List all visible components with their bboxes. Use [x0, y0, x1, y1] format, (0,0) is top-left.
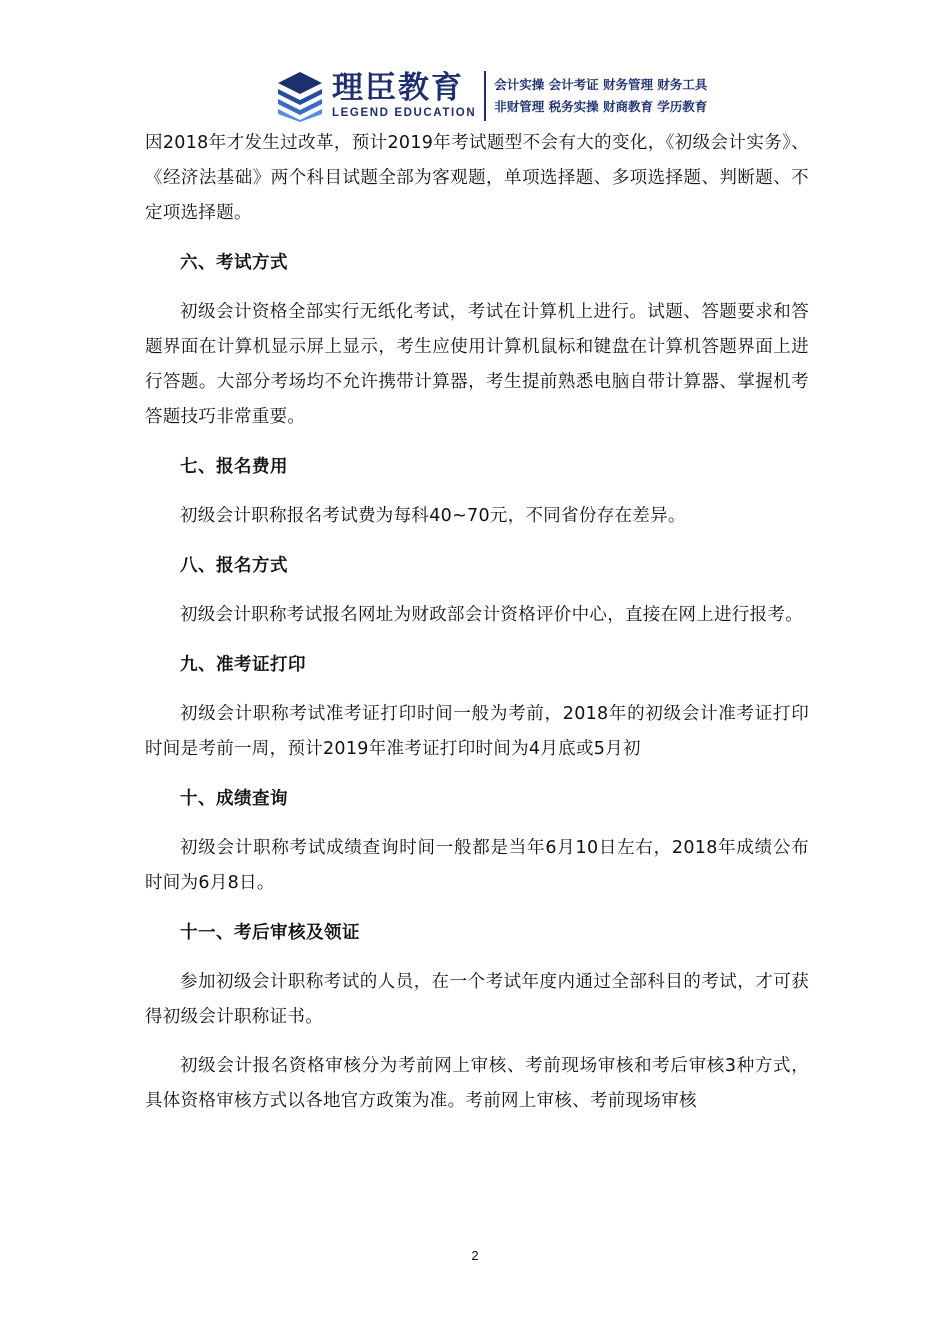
- paragraph-admission-ticket: 初级会计职称考试准考证打印时间一般为考前，2018年的初级会计准考证打印时间是考前一周，预计2019年准考证打印时间为4月底或5月初: [145, 704, 809, 759]
- header-divider: [484, 71, 486, 121]
- paragraph-exam-method: 初级会计资格全部实行无纸化考试，考试在计算机上进行。试题、答题要求和答题界面在计算机显示屏上显示，考生应使用计算机鼠标和键盘在计算机答题界面上进行答题。大部分考场均不允许携带计算器，考生提前熟悉电脑自带计算器、掌握机考答题技巧非常重要。: [145, 302, 809, 427]
- tagline-row-2: 非财管理 税务实操 财商教育 学历教育: [494, 99, 708, 114]
- paragraph-registration-fee: 初级会计职称报名考试费为每科40~70元，不同省份存在差异。: [180, 506, 686, 526]
- brand-name-en: LEGEND EDUCATION: [332, 107, 477, 119]
- brand-name-cn: 理臣教育: [332, 70, 464, 106]
- paragraph-review-certificate-2: 初级会计报名资格审核分为考前网上审核、考前现场审核和考后审核3种方式，具体资格审核方式以各地官方政策为准。考前网上审核、考前现场审核: [145, 1056, 809, 1111]
- heading-admission-ticket: 九、准考证打印: [180, 655, 306, 675]
- paragraph-intro: 因2018年才发生过改革，预计2019年考试题型不会有大的变化，《初级会计实务》、《经济法基础》两个科目试题全部为客观题，单项选择题、多项选择题、判断题、不定项选择题。: [145, 133, 809, 223]
- document-body: [145, 126, 809, 1119]
- heading-registration-method: 八、报名方式: [180, 556, 288, 576]
- layered-stack-logo-icon: [274, 70, 326, 122]
- paragraph-review-certificate-1: 参加初级会计职称考试的人员，在一个考试年度内通过全部科目的考试，才可获得初级会计职称证书。: [145, 972, 809, 1027]
- brand-block: [332, 68, 476, 124]
- heading-registration-fee: 七、报名费用: [180, 457, 288, 477]
- tagline: [494, 77, 707, 115]
- paragraph-score-query: 初级会计职称考试成绩查询时间一般都是当年6月10日左右，2018年成绩公布时间为6月8日。: [145, 838, 809, 893]
- tagline-row-1: 会计实操 会计考证 财务管理 财务工具: [494, 77, 708, 92]
- heading-exam-method: 六、考试方式: [180, 253, 288, 273]
- heading-review-certificate: 十一、考后审核及领证: [180, 923, 360, 943]
- heading-score-query: 十、成绩查询: [180, 789, 288, 809]
- page-number: 2: [471, 1248, 479, 1263]
- paragraph-registration-method: 初级会计职称考试报名网址为财政部会计资格评价中心，直接在网上进行报考。: [180, 605, 803, 625]
- page-header: [274, 68, 707, 124]
